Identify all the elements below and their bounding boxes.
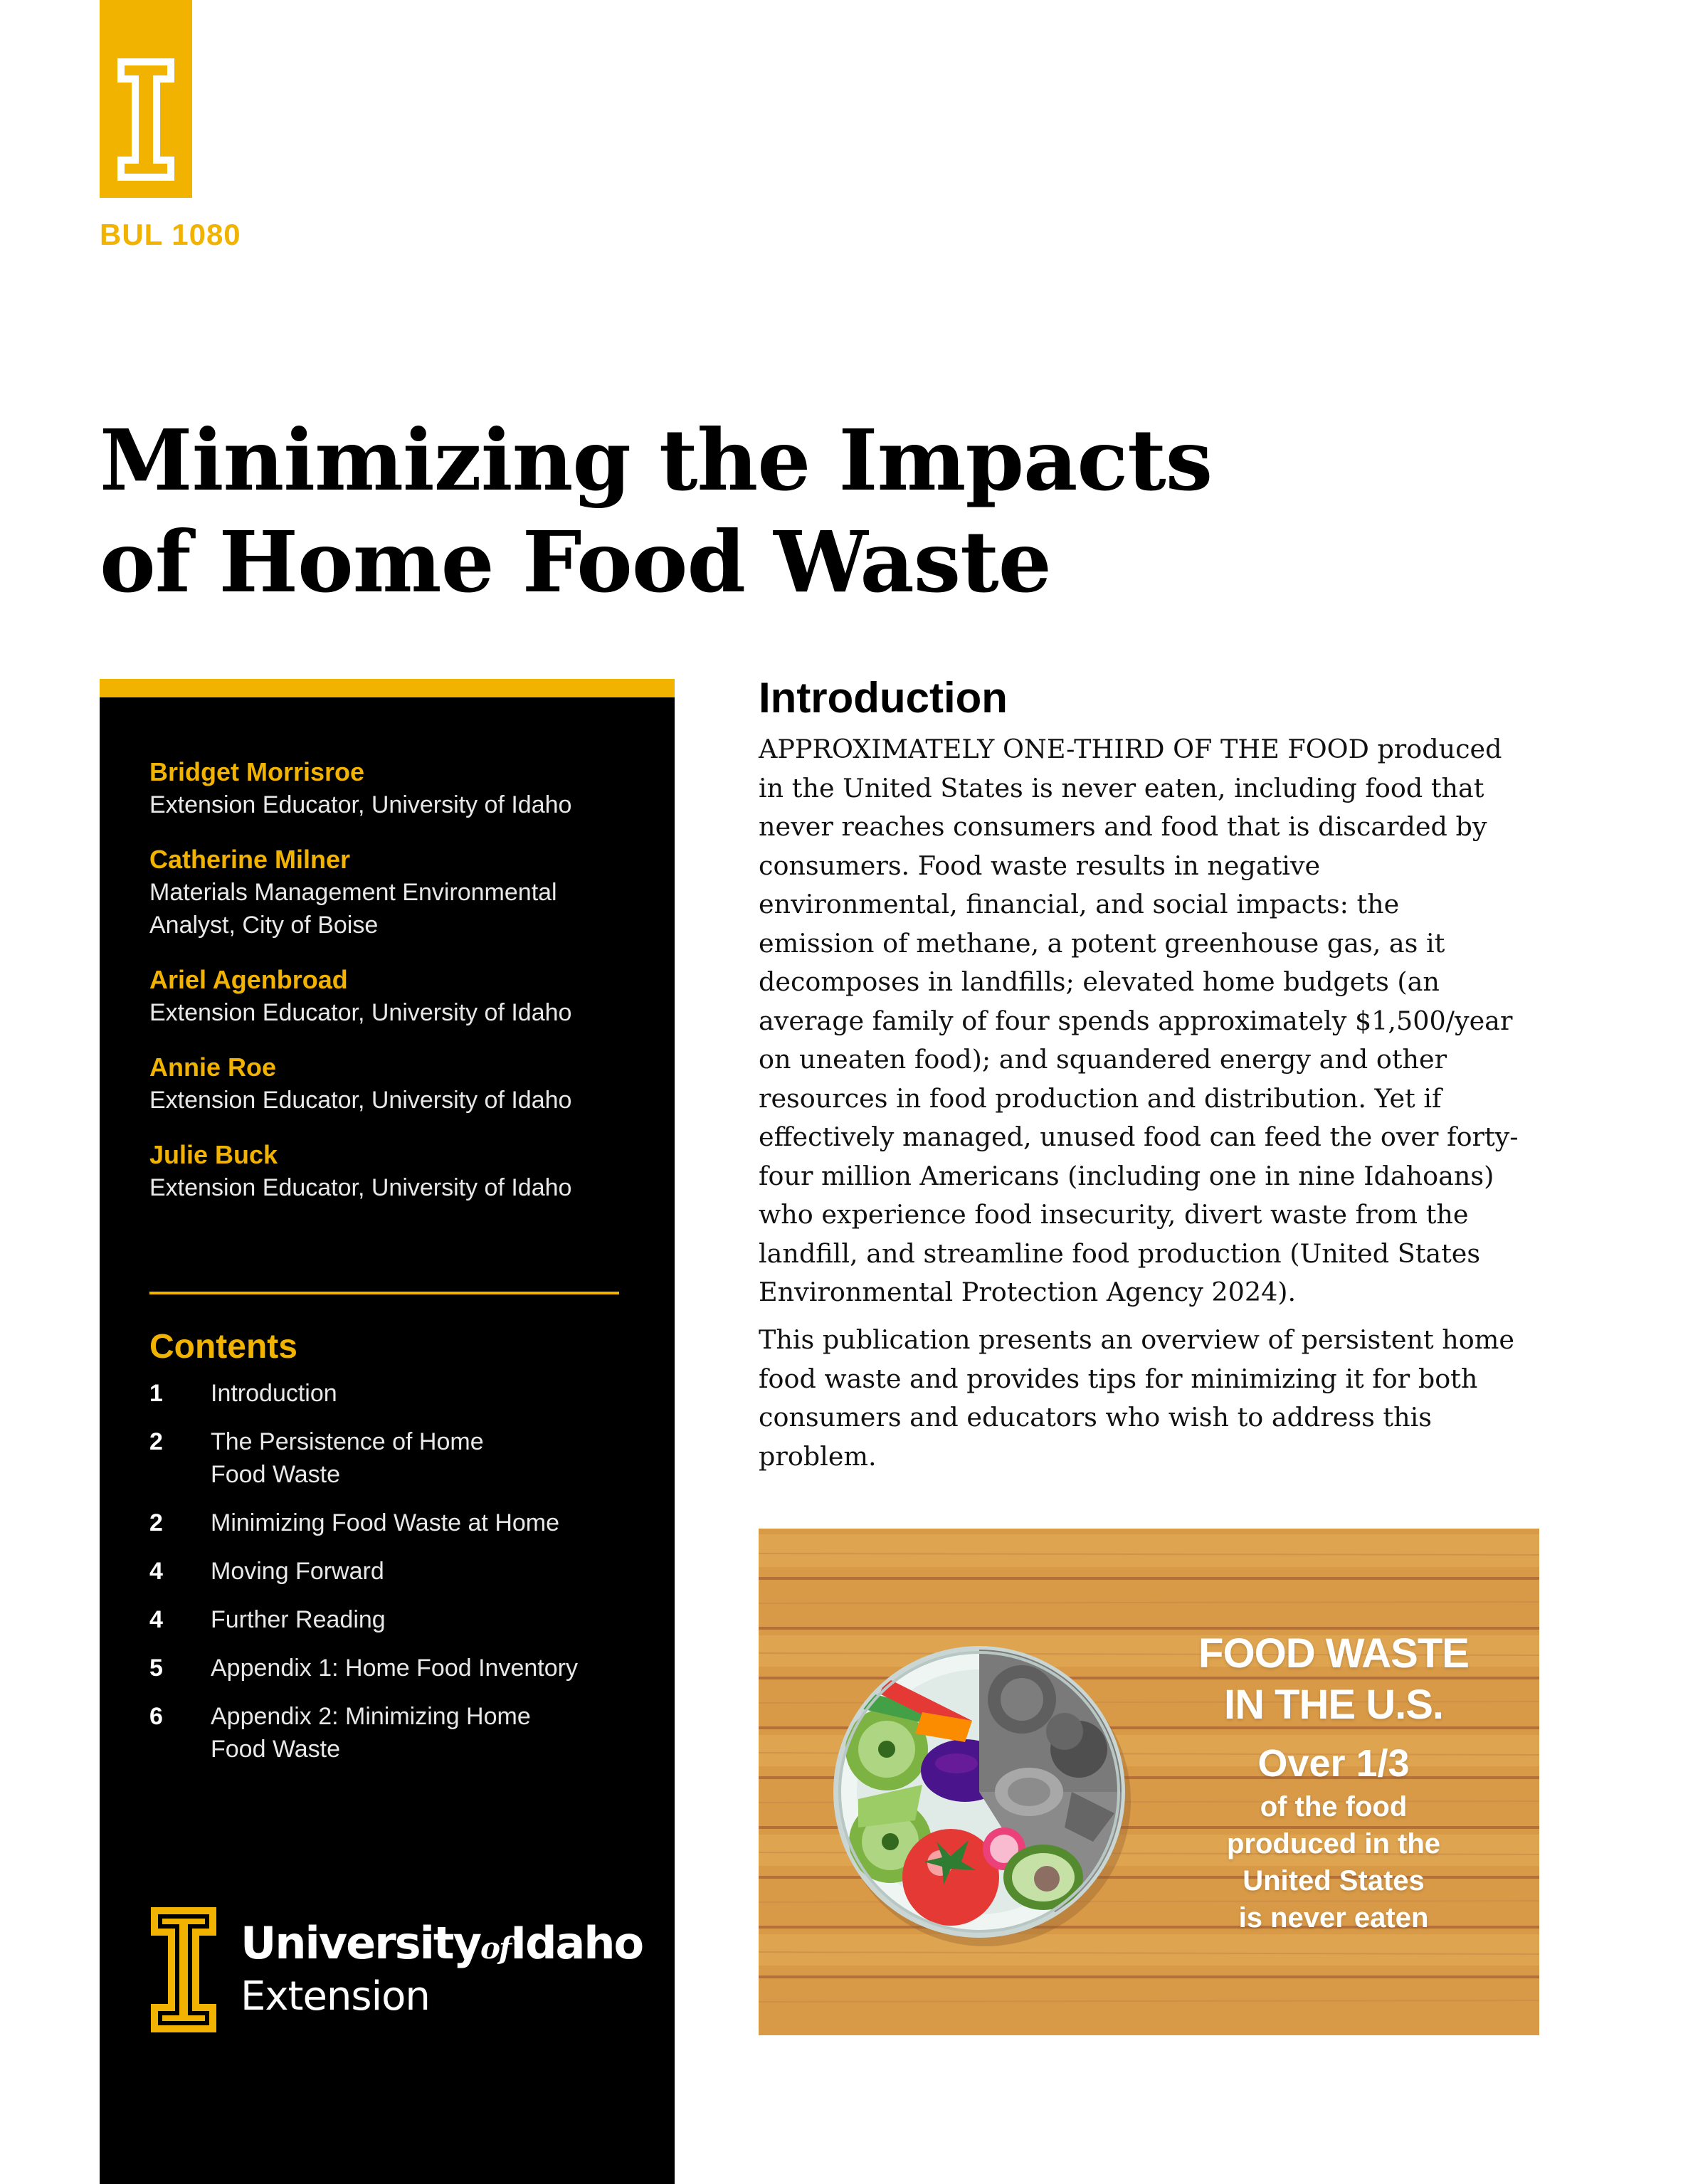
introduction-paragraph-2: This publication presents an overview of persistent home food waste and provides tips for minimizing it for both consumers and educators who wish to address this problem. (759, 1324, 1514, 1472)
page-title (100, 409, 1238, 613)
author-item (149, 964, 648, 1029)
infographic-headline (1156, 1628, 1512, 1731)
logo-tab (100, 0, 192, 198)
author-name: Bridget Morrisroe (149, 757, 365, 786)
sidebar (100, 697, 675, 2184)
author-item (149, 756, 648, 821)
toc-page: 5 (149, 1655, 163, 1682)
toc-item[interactable] (149, 1700, 648, 1766)
title-line-2: of Home Food Waste (100, 512, 1051, 611)
author-name: Catherine Milner (149, 845, 351, 874)
caption-line-1: of the food (1260, 1791, 1408, 1822)
author-role: Extension Educator, University of Idaho (149, 1174, 572, 1201)
toc-label: Introduction (211, 1380, 337, 1407)
author-role: Extension Educator, University of Idaho (149, 791, 572, 818)
introduction-paragraph-1: APPROXIMATELY ONE-THIRD OF THE FOOD produced in the United States is never eaten, including food that never reaches consumers and food that is discarded by consumers. Food waste results in negative environmental, financial, and social impacts: the emission of methane, a potent greenhouse gas, as it decomposes in landfills; elevated home budgets (an average family of four spends approximately $1,500/year on uneaten food); and squandered energy and other resources in food production and distribution. Yet if effectively managed, unused food can feed the over forty-four million Americans (including one in nine Idahoans) who experience food insecurity, divert waste from the landfill, and streamline food production (United States Environmental Protection Agency 2024). (759, 734, 1519, 1307)
author-list (149, 756, 648, 1226)
toc-page: 4 (149, 1606, 163, 1633)
introduction-heading: Introduction (759, 674, 1008, 722)
infographic-caption (1156, 1788, 1512, 1936)
toc-label: Appendix 1: Home Food Inventory (211, 1655, 578, 1682)
toc-item[interactable] (149, 1377, 648, 1410)
author-item (149, 1051, 648, 1117)
wordmark-of: of (480, 1931, 511, 1966)
toc-page: 4 (149, 1558, 163, 1585)
toc-item[interactable] (149, 1507, 648, 1539)
block-i-logo-icon (149, 1906, 218, 2034)
toc-label: The Persistence of Home Food Waste (211, 1428, 484, 1488)
toc-item[interactable] (149, 1555, 648, 1588)
sidebar-divider (149, 1292, 619, 1294)
toc-label: Minimizing Food Waste at Home (211, 1509, 560, 1536)
bulletin-code: BUL 1080 (100, 218, 241, 251)
toc-item[interactable] (149, 1425, 648, 1491)
wordmark-idaho: Idaho (510, 1917, 643, 1969)
caption-line-4: is never eaten (1238, 1902, 1429, 1934)
table-of-contents (149, 1377, 648, 1781)
toc-label: Further Reading (211, 1606, 386, 1633)
toc-page: 1 (149, 1380, 163, 1407)
headline-line-2: IN THE U.S. (1223, 1682, 1444, 1728)
infographic-stat: Over 1/3 (1257, 1742, 1410, 1785)
block-i-icon (115, 56, 177, 184)
toc-label: Appendix 2: Minimizing Home Food Waste (211, 1703, 531, 1763)
toc-item[interactable] (149, 1652, 648, 1684)
caption-line-2: produced in the (1227, 1828, 1440, 1859)
wordmark-extension: Extension (241, 1973, 430, 2020)
toc-page: 6 (149, 1703, 163, 1730)
toc-item[interactable] (149, 1603, 648, 1636)
author-name: Annie Roe (149, 1053, 277, 1082)
headline-line-1: FOOD WASTE (1198, 1630, 1469, 1677)
author-item (149, 843, 648, 941)
author-role: Extension Educator, University of Idaho (149, 1087, 572, 1114)
author-item (149, 1139, 648, 1204)
food-waste-infographic (759, 1529, 1539, 2035)
toc-page: 2 (149, 1428, 163, 1455)
wordmark-university: University (241, 1917, 480, 1969)
toc-label: Moving Forward (211, 1558, 384, 1585)
contents-heading: Contents (149, 1328, 297, 1366)
author-role: Extension Educator, University of Idaho (149, 999, 572, 1026)
university-wordmark (241, 1919, 643, 2020)
toc-page: 2 (149, 1509, 163, 1536)
caption-line-3: United States (1243, 1865, 1425, 1897)
sidebar-accent-bar (100, 679, 675, 697)
title-line-1: Minimizing the Impacts (100, 411, 1213, 510)
university-logo (149, 1906, 648, 2041)
author-name: Julie Buck (149, 1140, 278, 1169)
author-name: Ariel Agenbroad (149, 965, 348, 994)
author-role: Materials Management Environmental Analyst, City of Boise (149, 879, 557, 939)
